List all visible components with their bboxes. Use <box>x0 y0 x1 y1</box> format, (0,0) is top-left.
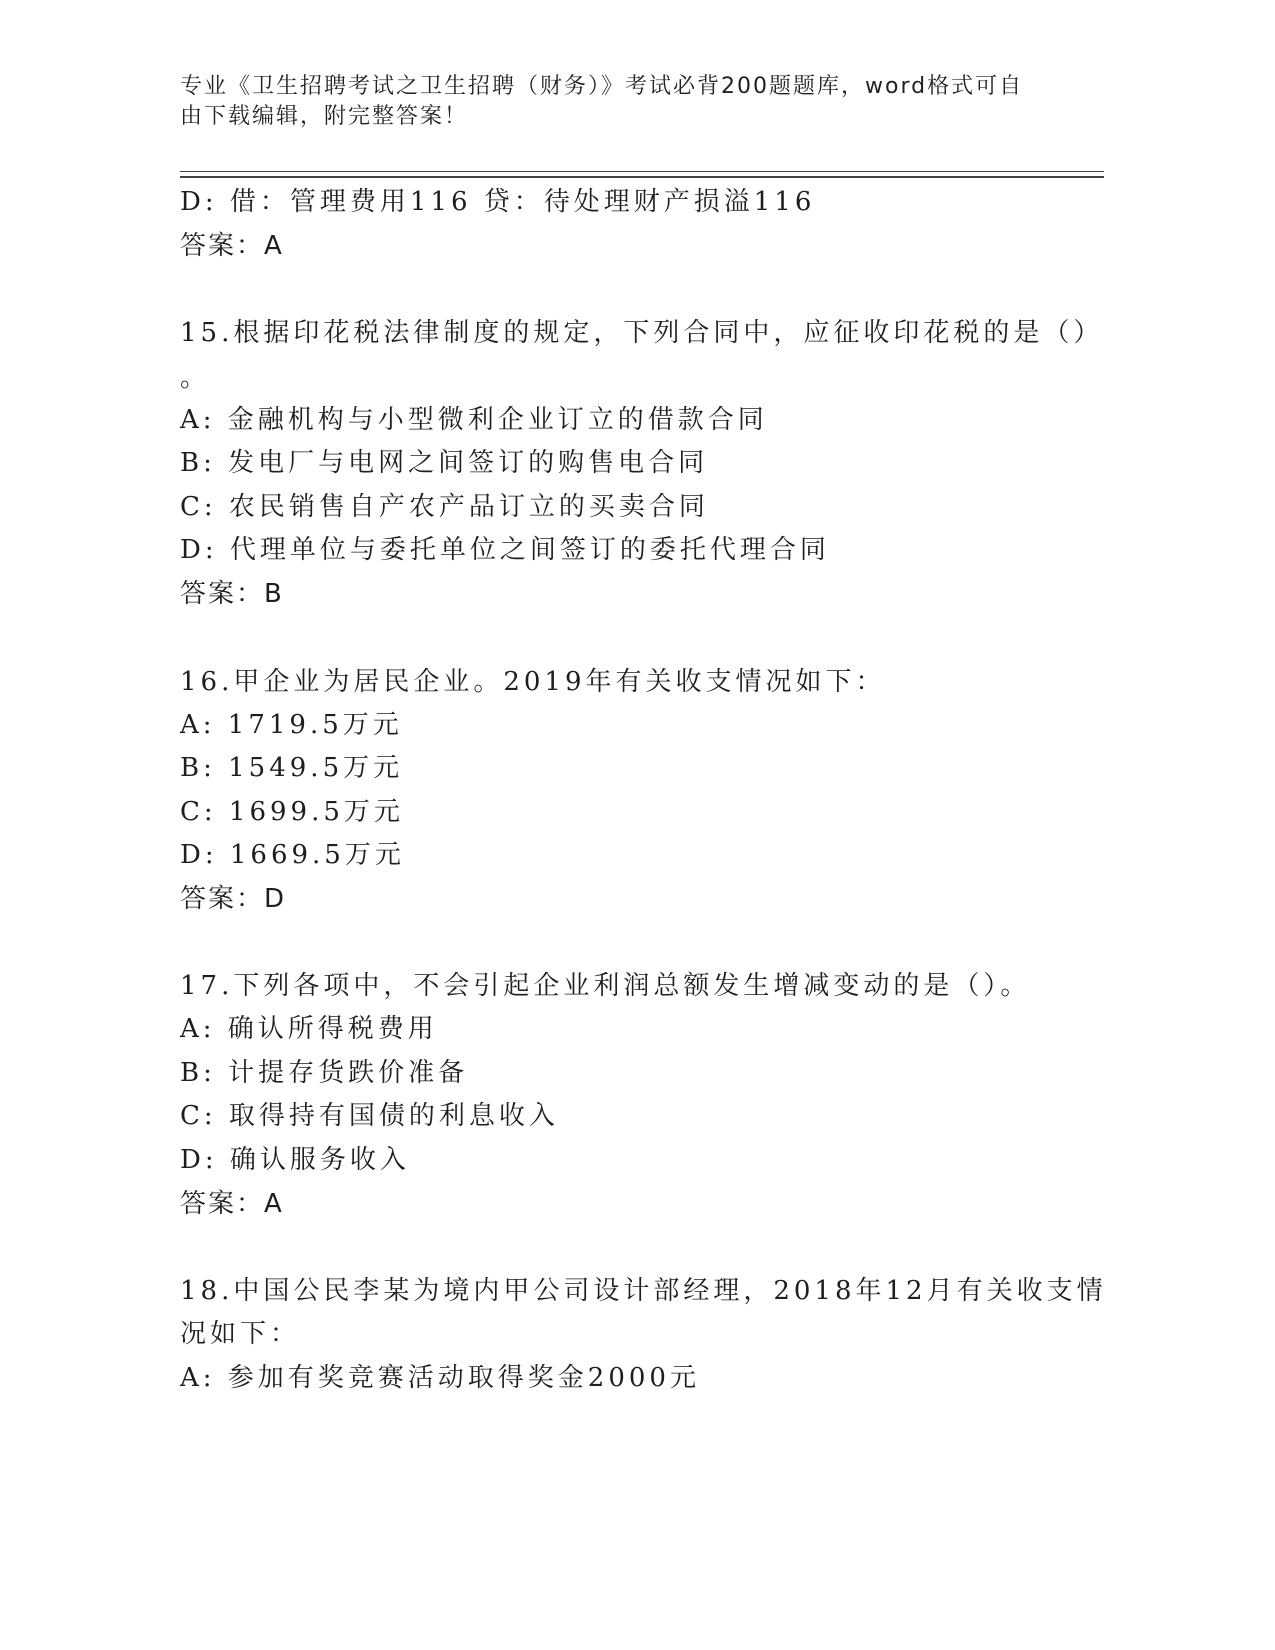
q18-option-a: A: 参加有奖竞赛活动取得奖金2000元 <box>180 1363 700 1393</box>
q17-option-c: C: 取得持有国债的利息收入 <box>180 1101 559 1131</box>
prev-option-d: D: 借：管理费用116 贷：待处理财产损溢116 <box>180 187 816 217</box>
header-line-2: 由下载编辑，附完整答案！ <box>180 104 469 129</box>
q15-option-d: D: 代理单位与委托单位之间签订的委托代理合同 <box>180 535 830 565</box>
q17-answer: 答案：A <box>180 1189 284 1219</box>
header-divider-thin <box>180 171 1104 172</box>
q17-option-b: B: 计提存货跌价准备 <box>180 1058 469 1088</box>
q16-option-c: C: 1699.5万元 <box>180 797 404 827</box>
q15-answer: 答案：B <box>180 579 284 609</box>
document-header <box>180 72 1040 132</box>
q17-option-d: D: 确认服务收入 <box>180 1145 410 1175</box>
prev-answer: 答案：A <box>180 231 284 261</box>
q18-stem: 18.中国公民李某为境内甲公司设计部经理，2018年12月有关收支情 <box>180 1276 1107 1306</box>
q15-stem-tail: 。 <box>180 363 207 393</box>
q15-option-a: A: 金融机构与小型微利企业订立的借款合同 <box>180 405 768 435</box>
q16-option-a: A: 1719.5万元 <box>180 710 403 740</box>
q17-option-a: A: 确认所得税费用 <box>180 1014 438 1044</box>
q18-stem-tail: 况如下： <box>180 1319 301 1349</box>
q15-stem: 15.根据印花税法律制度的规定，下列合同中，应征收印花税的是（） <box>180 318 1104 348</box>
q16-answer: 答案：D <box>180 884 287 914</box>
q16-stem: 16.甲企业为居民企业。2019年有关收支情况如下： <box>180 667 886 697</box>
q17-stem: 17.下列各项中，不会引起企业利润总额发生增减变动的是（）。 <box>180 971 1031 1001</box>
header-line-1: 专业《卫生招聘考试之卫生招聘（财务）》考试必背200题题库，word格式可自 <box>180 74 1024 99</box>
header-divider-thick <box>180 176 1104 178</box>
q16-option-d: D: 1669.5万元 <box>180 840 405 870</box>
q16-option-b: B: 1549.5万元 <box>180 753 404 783</box>
q15-option-b: B: 发电厂与电网之间签订的购售电合同 <box>180 448 709 478</box>
q15-option-c: C: 农民销售自产农产品订立的买卖合同 <box>180 492 709 522</box>
